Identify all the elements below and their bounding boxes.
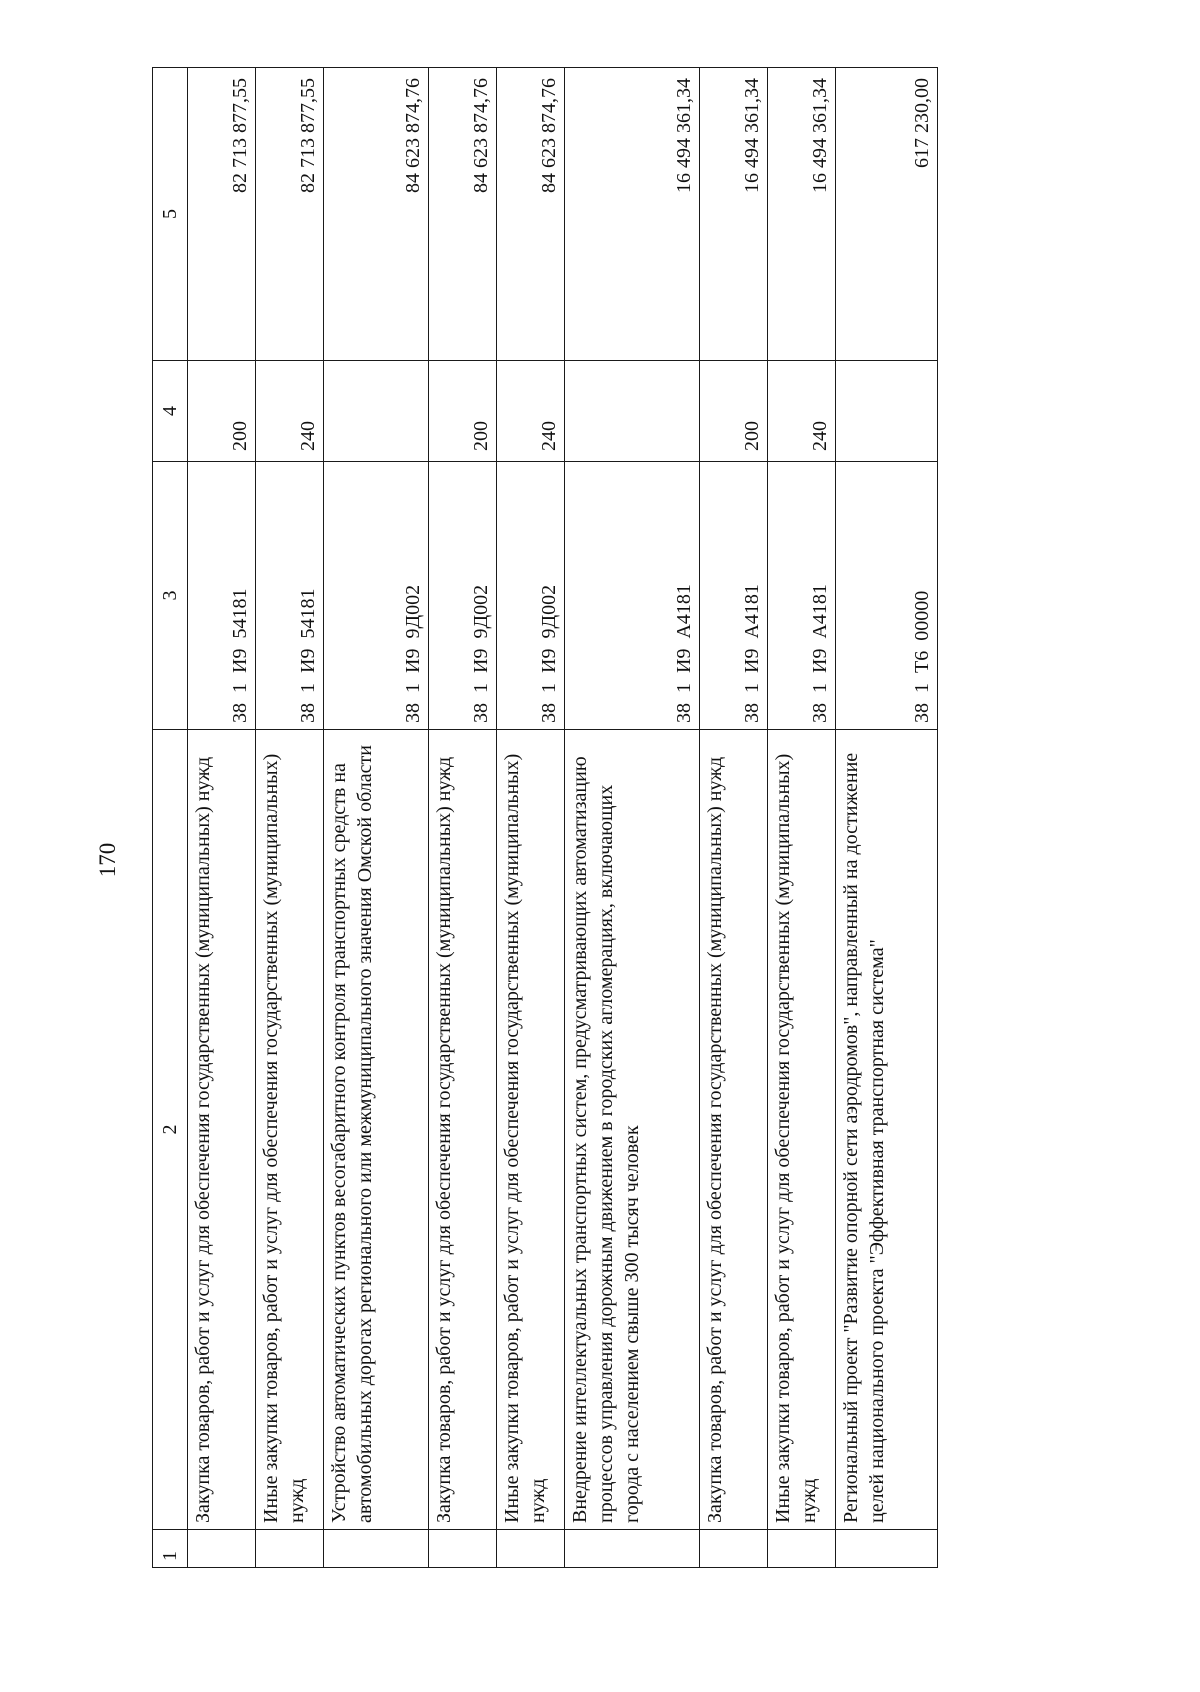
expense-type-cell: 240 [256, 361, 324, 462]
classification-code-cell: 38 1 И9 9Д002 [497, 462, 565, 730]
row-name-cell: Иные закупки товаров, работ и услуг для обеспечения государственных (муниципальных) нужд [768, 730, 836, 1530]
expense-type-cell: 200 [429, 361, 497, 462]
amount-cell: 82 713 877,55 [188, 68, 256, 361]
row-number-cell [429, 1530, 497, 1568]
classification-code-cell: 38 1 И9 9Д002 [324, 462, 429, 730]
amount-cell: 16 494 361,34 [565, 68, 700, 361]
row-number-cell [700, 1530, 768, 1568]
table-row [324, 68, 429, 1568]
classification-code-cell: 38 1 И9 9Д002 [429, 462, 497, 730]
table-row [497, 68, 565, 1568]
table-row [836, 68, 938, 1568]
classification-code-cell: 38 1 И9 А4181 [565, 462, 700, 730]
row-name-cell: Закупка товаров, работ и услуг для обеспечения государственных (муниципальных) нужд [700, 730, 768, 1530]
row-name-cell: Региональный проект "Развитие опорной сети аэродромов", направленный на достижение целей национального проекта "Эффективная транспортная система" [836, 730, 938, 1530]
classification-code-cell: 38 1 И9 А4181 [768, 462, 836, 730]
amount-cell: 84 623 874,76 [497, 68, 565, 361]
row-number-cell [188, 1530, 256, 1568]
table-header-row [153, 68, 188, 1568]
classification-code-cell: 38 1 Т6 00000 [836, 462, 938, 730]
expense-type-cell [565, 361, 700, 462]
row-name-cell: Иные закупки товаров, работ и услуг для обеспечения государственных (муниципальных) нужд [497, 730, 565, 1530]
row-name-cell: Иные закупки товаров, работ и услуг для обеспечения государственных (муниципальных) нужд [256, 730, 324, 1530]
amount-cell: 82 713 877,55 [256, 68, 324, 361]
classification-code-cell: 38 1 И9 А4181 [700, 462, 768, 730]
classification-code-cell: 38 1 И9 54181 [256, 462, 324, 730]
expense-type-cell: 240 [497, 361, 565, 462]
row-name-cell: Устройство автоматических пунктов весогабаритного контроля транспортных средств на автомобильных дорогах регионального или межмуниципального значения Омской области [324, 730, 429, 1530]
rotated-table-container [152, 68, 1007, 1568]
row-number-cell [565, 1530, 700, 1568]
row-number-cell [497, 1530, 565, 1568]
amount-cell: 16 494 361,34 [768, 68, 836, 361]
table-row [256, 68, 324, 1568]
amount-cell: 84 623 874,76 [429, 68, 497, 361]
column-header: 5 [153, 68, 188, 361]
row-name-cell: Закупка товаров, работ и услуг для обеспечения государственных (муниципальных) нужд [188, 730, 256, 1530]
row-number-cell [256, 1530, 324, 1568]
table-row [565, 68, 700, 1568]
amount-cell: 617 230,00 [836, 68, 938, 361]
row-name-cell: Закупка товаров, работ и услуг для обеспечения государственных (муниципальных) нужд [429, 730, 497, 1530]
expense-type-cell [836, 361, 938, 462]
row-name-cell: Внедрение интеллектуальных транспортных систем, предусматривающих автоматизацию процессов управления дорожным движением в городских агломерациях, включающих города с населением свыше 300 тысяч человек [565, 730, 700, 1530]
page-number: 170 [95, 842, 120, 878]
amount-cell: 84 623 874,76 [324, 68, 429, 361]
expense-type-cell [324, 361, 429, 462]
table-row [188, 68, 256, 1568]
column-header: 1 [153, 1530, 188, 1568]
row-number-cell [836, 1530, 938, 1568]
column-header: 4 [153, 361, 188, 462]
row-number-cell [324, 1530, 429, 1568]
expense-type-cell: 200 [188, 361, 256, 462]
budget-table [152, 67, 938, 1568]
table-row [768, 68, 836, 1568]
table-row [429, 68, 497, 1568]
column-header: 3 [153, 462, 188, 730]
column-header: 2 [153, 730, 188, 1530]
expense-type-cell: 240 [768, 361, 836, 462]
row-number-cell [768, 1530, 836, 1568]
classification-code-cell: 38 1 И9 54181 [188, 462, 256, 730]
amount-cell: 16 494 361,34 [700, 68, 768, 361]
table-row [700, 68, 768, 1568]
expense-type-cell: 200 [700, 361, 768, 462]
